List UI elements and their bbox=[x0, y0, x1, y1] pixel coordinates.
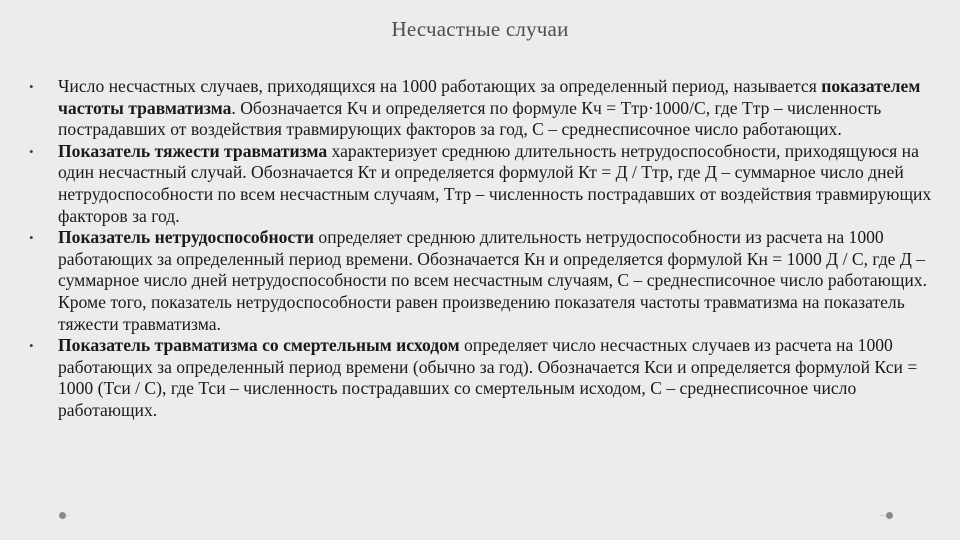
divider-left bbox=[66, 515, 70, 516]
slide-title: Несчастные случаи bbox=[391, 17, 569, 41]
divider-right bbox=[880, 515, 886, 516]
bullet-text: характеризует среднюю длительность нетрудоспособности, приходящуюся на один несчастный случай. Обозначается Кт и определяется формулой Кт = Д / Ттр, где Д – суммарное число дней нетрудоспособности по всем несчастным случаям, Ттр – численность пострадавших от воздействия травмирующих факторов за год. bbox=[58, 140, 932, 226]
bullet-item-severity bbox=[28, 141, 944, 227]
bullet-icon: • bbox=[29, 230, 34, 246]
bullet-list bbox=[28, 76, 944, 422]
bullet-icon: • bbox=[29, 79, 34, 94]
bullet-text: определяет среднюю длительность нетрудоспособности из расчета на 1000 работающих за определенный период времени. Обозначается Кн и определяется формулой Кн = 1000 Д / С, где Д – суммарное число дней нетрудоспособности по всем несчастным случаям, С – среднесписочное число работающих. Кроме того, показатель нетрудоспособности равен произведению показателя частоты травматизма на показатель тяжести травматизма. bbox=[58, 227, 927, 334]
bullet-text-after: . Обозначается Кч и определяется по формуле Кч = Ттр·1000/С, где Ттр – численность пострадавших от воздействия травмирующих факторов за год, С – среднесписочное число работающих. bbox=[58, 97, 882, 140]
bullet-text: Число несчастных случаев, приходящихся на 1000 работающих за определенный период, называется bbox=[58, 76, 822, 96]
pin-dot-icon-left bbox=[59, 512, 66, 519]
bullet-item-frequency bbox=[28, 76, 944, 141]
bullet-term: Показатель травматизма со смертельным исходом bbox=[58, 335, 460, 356]
bullet-item-fatal bbox=[28, 335, 944, 421]
pin-dot-icon-right bbox=[886, 512, 893, 519]
bullet-term: показателем частоты травматизма bbox=[58, 76, 921, 118]
bullet-icon: • bbox=[29, 143, 34, 159]
bullet-term: Показатель нетрудоспособности bbox=[58, 227, 314, 248]
bullet-term: Показатель тяжести травматизма bbox=[58, 140, 328, 161]
bullet-item-disability bbox=[28, 227, 944, 335]
bullet-text: определяет число несчастных случаев из расчета на 1000 работающих за определенный период времени (обычно за год). Обозначается Кси и определяется формулой Кси = 1000 (Тси / С), где Тси – численность пострадавших со смертельным исходом, С – среднесписочное число работающих. bbox=[58, 335, 918, 420]
bullet-icon: • bbox=[29, 338, 34, 354]
